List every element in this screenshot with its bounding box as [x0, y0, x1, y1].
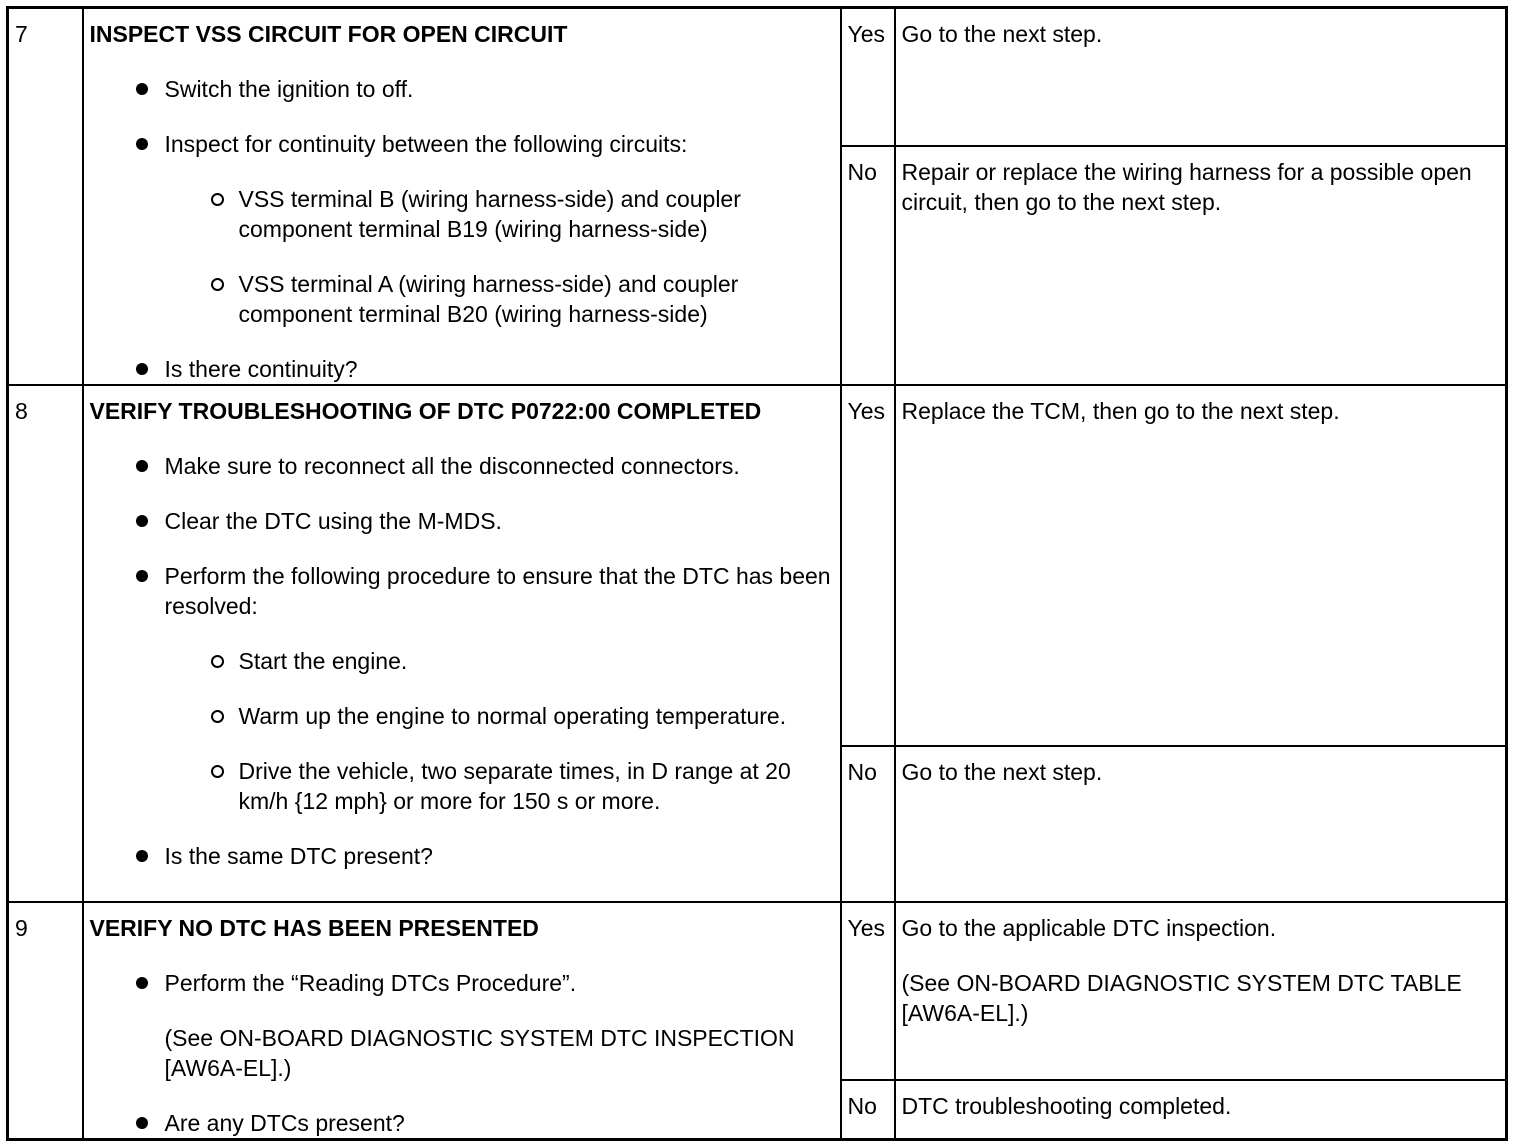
- action-item-text: Perform the following procedure to ensure that the DTC has been resolved:: [164, 563, 831, 619]
- yes-label: Yes: [841, 385, 895, 746]
- action-item: Clear the DTC using the M-MDS.: [90, 506, 834, 536]
- no-label: No: [841, 746, 895, 902]
- step-8-yes-row: [8, 385, 1507, 746]
- action-item: [90, 129, 834, 329]
- sub-action-list: [165, 184, 834, 329]
- yes-result-text: Go to the applicable DTC inspection.: [901, 915, 1277, 941]
- step-title: VERIFY TROUBLESHOOTING OF DTC P0722:00 COMPLETED: [89, 398, 762, 424]
- no-label: No: [841, 146, 895, 385]
- yes-result: [895, 902, 1507, 1080]
- step-number: 8: [8, 385, 83, 902]
- no-result: DTC troubleshooting completed.: [895, 1080, 1507, 1140]
- sub-action-list: [165, 646, 834, 816]
- step-title: VERIFY NO DTC HAS BEEN PRESENTED: [89, 915, 539, 941]
- step-action: [83, 902, 841, 1140]
- step-title: INSPECT VSS CIRCUIT FOR OPEN CIRCUIT: [89, 21, 568, 47]
- yes-result: Replace the TCM, then go to the next step.: [895, 385, 1507, 746]
- yes-result: Go to the next step.: [895, 8, 1507, 147]
- action-item: [90, 968, 834, 1083]
- action-item: Switch the ignition to off.: [90, 74, 834, 104]
- no-result: Repair or replace the wiring harness for a possible open circuit, then go to the next step.: [895, 146, 1507, 385]
- sub-action-item: Warm up the engine to normal operating temperature.: [165, 701, 834, 731]
- diagnostic-procedure-table: [6, 6, 1508, 1141]
- no-result: Go to the next step.: [895, 746, 1507, 902]
- action-list: [90, 968, 834, 1138]
- action-list: [90, 74, 834, 384]
- step-number: 7: [8, 8, 83, 386]
- action-item: Make sure to reconnect all the disconnected connectors.: [90, 451, 834, 481]
- step-action: [83, 385, 841, 902]
- yes-label: Yes: [841, 8, 895, 147]
- step-7-yes-row: [8, 8, 1507, 147]
- no-label: No: [841, 1080, 895, 1140]
- sub-action-item: VSS terminal A (wiring harness-side) and coupler component terminal B20 (wiring harness-side): [165, 269, 834, 329]
- step-9-yes-row: [8, 902, 1507, 1080]
- action-question: Is there continuity?: [90, 354, 834, 384]
- step-number: 9: [8, 902, 83, 1140]
- action-item-text: Perform the “Reading DTCs Procedure”.: [164, 970, 577, 996]
- action-list: [90, 451, 834, 871]
- action-item: [90, 561, 834, 816]
- reference-note: (See ON-BOARD DIAGNOSTIC SYSTEM DTC INSPECTION [AW6A-EL].): [164, 1025, 795, 1081]
- reference-note: (See ON-BOARD DIAGNOSTIC SYSTEM DTC TABLE [AW6A-EL].): [901, 970, 1462, 1026]
- step-action: [83, 8, 841, 386]
- sub-action-item: Drive the vehicle, two separate times, in D range at 20 km/h {12 mph} or more for 150 s or more.: [165, 756, 834, 816]
- action-question: Is the same DTC present?: [90, 841, 834, 871]
- sub-action-item: Start the engine.: [165, 646, 834, 676]
- yes-label: Yes: [841, 902, 895, 1080]
- action-item-text: Inspect for continuity between the following circuits:: [164, 131, 688, 157]
- action-question: Are any DTCs present?: [90, 1108, 834, 1138]
- sub-action-item: VSS terminal B (wiring harness-side) and coupler component terminal B19 (wiring harness-side): [165, 184, 834, 244]
